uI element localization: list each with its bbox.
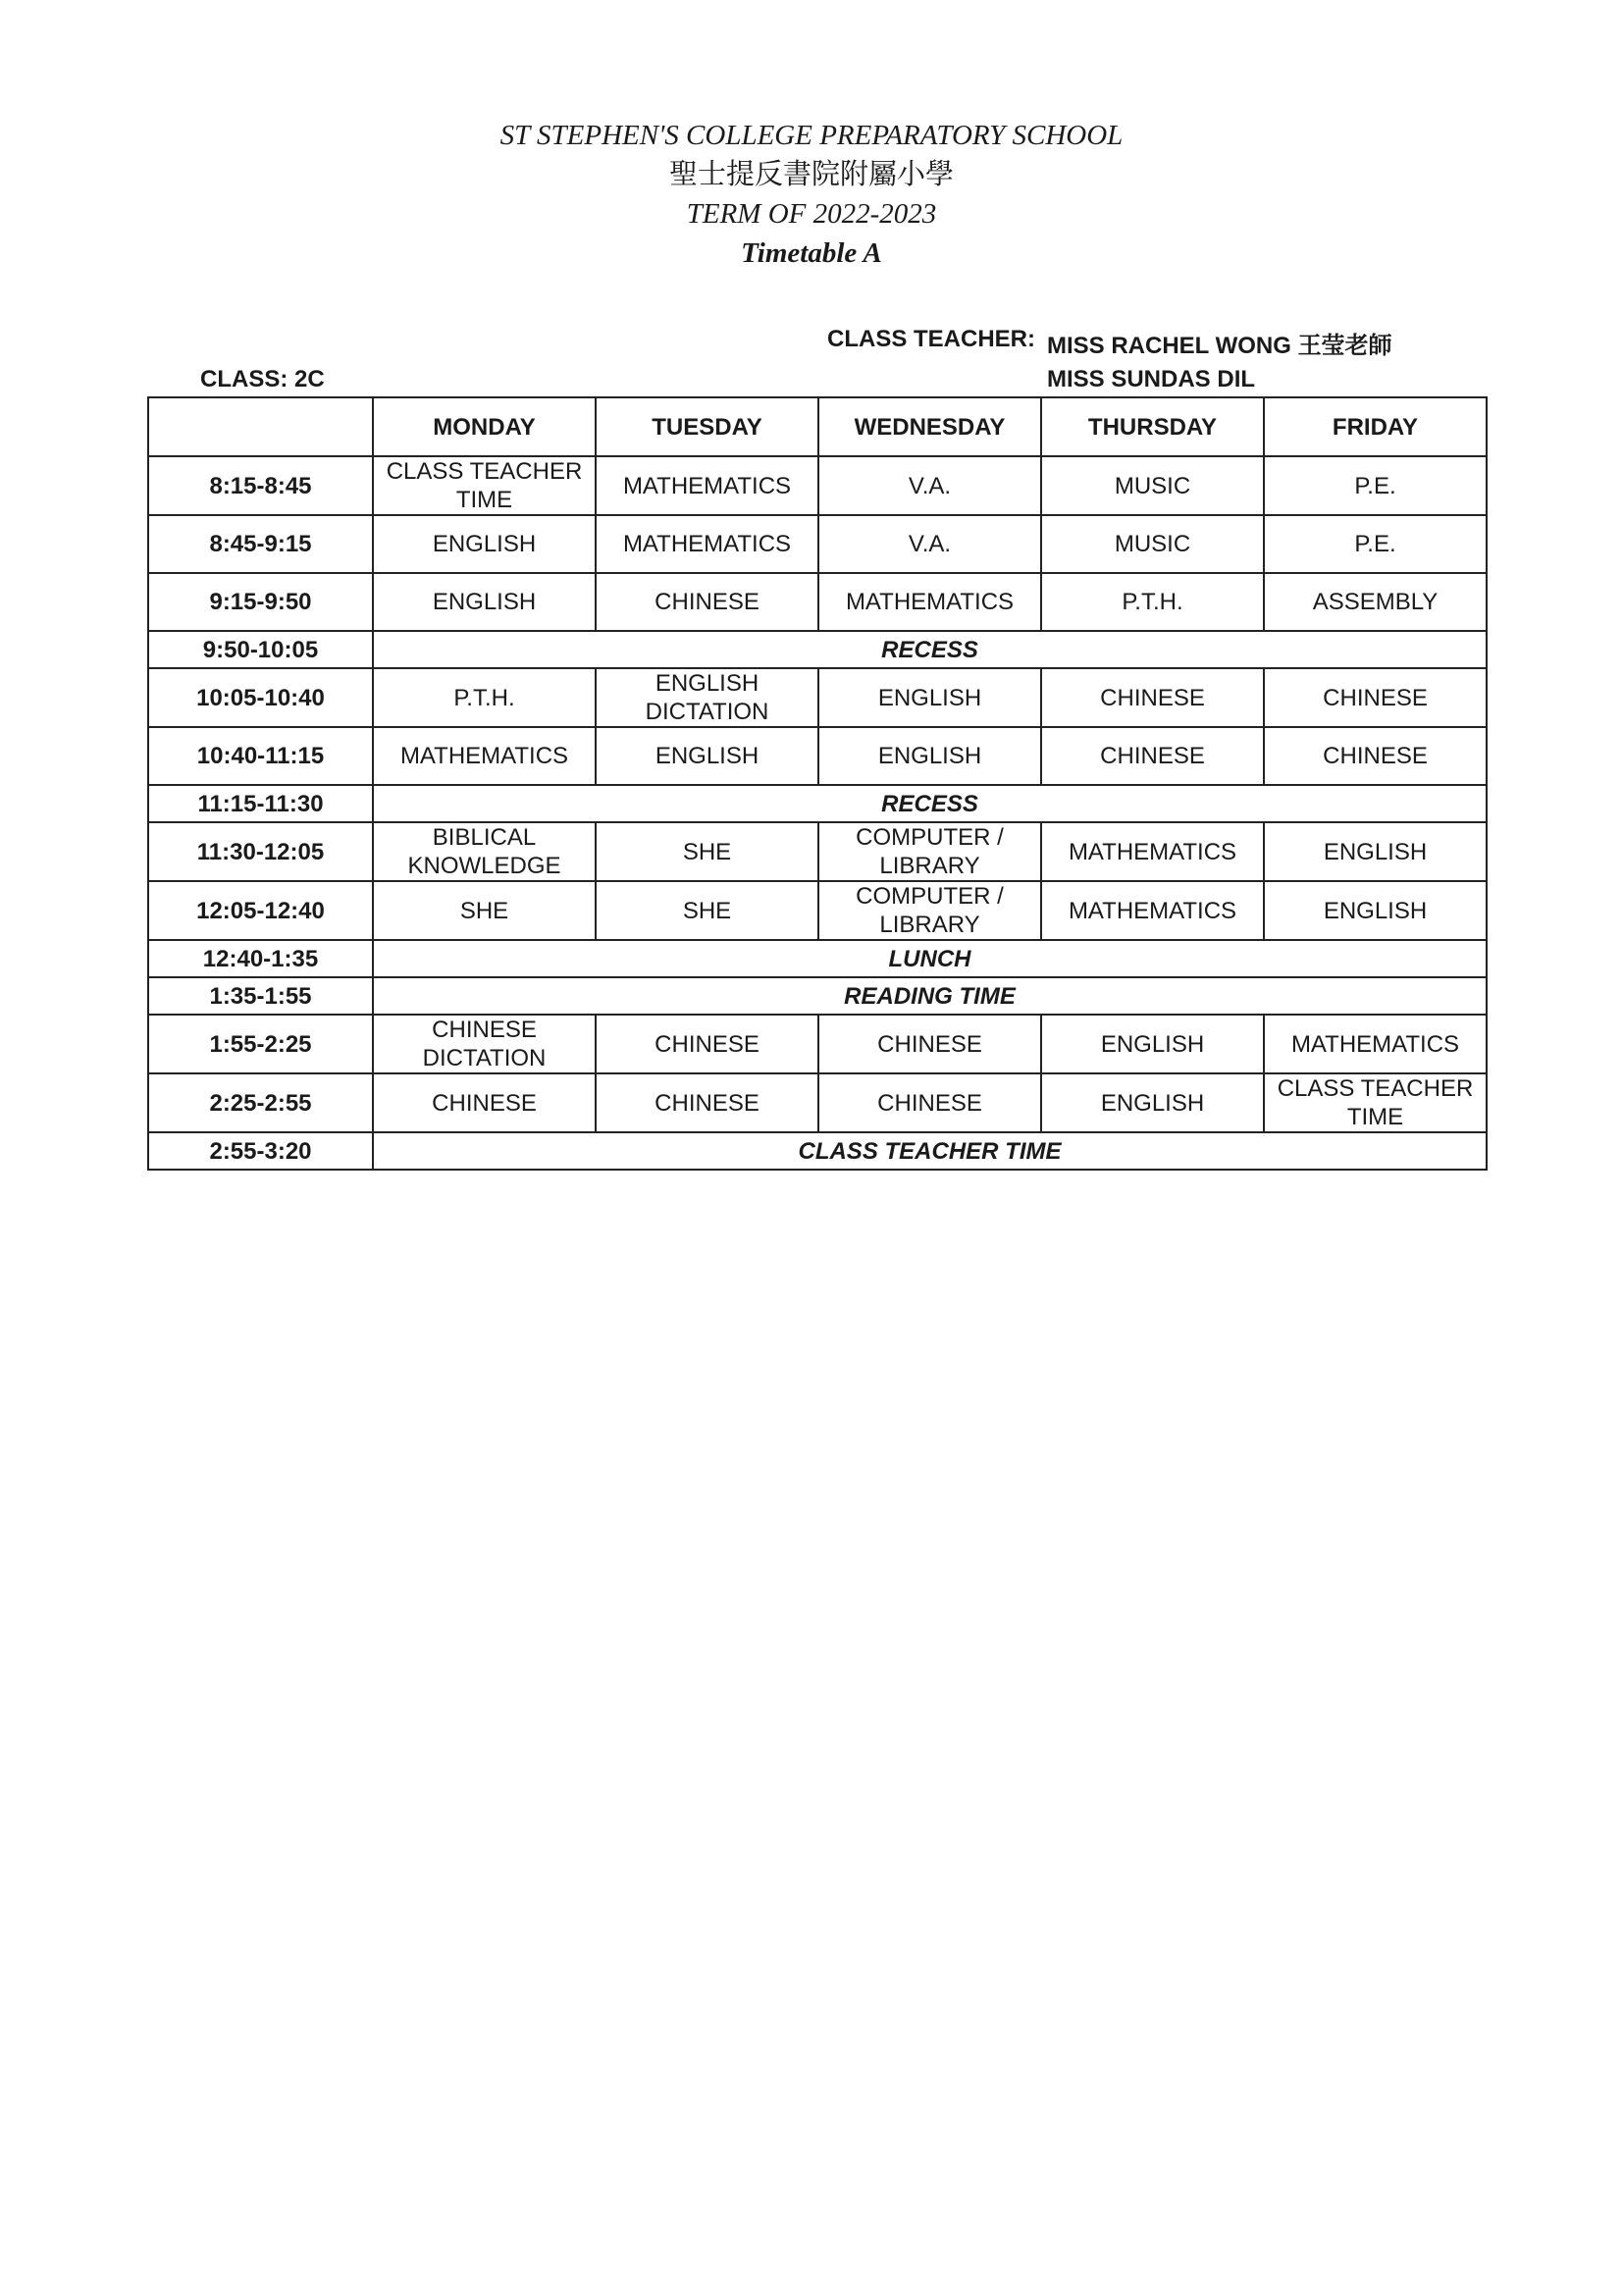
subject-line: CHINESE xyxy=(877,1030,982,1058)
subject-cell xyxy=(1264,1073,1487,1132)
subject-line: DICTATION xyxy=(645,699,769,725)
lesson-row xyxy=(148,515,1487,573)
subject-line: P.T.H. xyxy=(1122,589,1183,615)
header-row xyxy=(148,397,1487,456)
subject-cell xyxy=(373,822,596,881)
page-header xyxy=(0,116,1623,273)
subject-cell xyxy=(373,881,596,940)
subject-line: ENGLISH xyxy=(877,743,982,769)
subject-line: COMPUTER / xyxy=(856,883,1004,910)
subject-cell xyxy=(596,573,818,631)
subject-cell xyxy=(596,1015,818,1073)
subject-line: KNOWLEDGE xyxy=(407,853,561,879)
time-slot: 12:05-12:40 xyxy=(148,881,373,940)
subject-line: MATHEMATICS xyxy=(1068,838,1237,865)
time-slot: 9:15-9:50 xyxy=(148,573,373,631)
subject-cell xyxy=(373,1073,596,1132)
subject-line: ENGLISH xyxy=(1323,897,1428,924)
subject-cell xyxy=(818,668,1041,727)
subject-line: SHE xyxy=(459,897,509,924)
subject-cell xyxy=(818,881,1041,940)
subject-line: CLASS TEACHER xyxy=(1277,1075,1474,1102)
subject-cell xyxy=(1041,573,1264,631)
subject-line: CHINESE xyxy=(654,1030,759,1058)
subject-line: ENGLISH xyxy=(654,670,759,697)
subject-line: P.E. xyxy=(1354,531,1396,557)
subject-cell xyxy=(1264,573,1487,631)
subject-line: TIME xyxy=(455,487,513,513)
break-label: RECESS xyxy=(373,631,1487,668)
subject-line: V.A. xyxy=(908,531,952,557)
class-teacher-name: MISS RACHEL WONG 王莹老師 xyxy=(1047,333,1392,359)
subject-cell xyxy=(818,515,1041,573)
subject-cell xyxy=(1264,822,1487,881)
subject-cell xyxy=(1264,881,1487,940)
subject-line: DICTATION xyxy=(422,1045,547,1071)
school-name: ST STEPHEN'S COLLEGE PREPARATORY SCHOOL xyxy=(499,120,1124,151)
time-slot: 11:30-12:05 xyxy=(148,822,373,881)
subject-line: CHINESE xyxy=(432,1089,537,1117)
subject-cell xyxy=(1041,456,1264,515)
break-row xyxy=(148,940,1487,977)
subject-line: P.T.H. xyxy=(453,684,515,711)
subject-cell xyxy=(818,822,1041,881)
subject-line: SHE xyxy=(682,838,732,865)
break-row xyxy=(148,1132,1487,1170)
subject-line: P.E. xyxy=(1354,472,1396,499)
subject-cell xyxy=(818,456,1041,515)
subject-line: CHINESE xyxy=(1100,684,1205,711)
break-label: CLASS TEACHER TIME xyxy=(373,1132,1487,1170)
subject-line: BIBLICAL xyxy=(432,824,537,851)
subject-cell xyxy=(1264,727,1487,785)
time-slot: 11:15-11:30 xyxy=(148,785,373,822)
subject-line: LIBRARY xyxy=(879,912,980,938)
timetable-name: Timetable A xyxy=(741,237,882,269)
subject-line: LIBRARY xyxy=(879,853,980,879)
lesson-row xyxy=(148,881,1487,940)
subject-line: CHINESE xyxy=(432,1017,537,1043)
subject-cell xyxy=(373,668,596,727)
time-slot: 1:35-1:55 xyxy=(148,977,373,1015)
class-teacher-label: CLASS TEACHER: xyxy=(827,326,1036,352)
subject-cell xyxy=(1264,1015,1487,1073)
day-header-monday: MONDAY xyxy=(373,397,596,456)
time-slot: 1:55-2:25 xyxy=(148,1015,373,1073)
subject-line: V.A. xyxy=(908,472,952,499)
subject-line: TIME xyxy=(1346,1104,1404,1130)
subject-line: ENGLISH xyxy=(432,589,537,615)
subject-line: CHINESE xyxy=(654,1089,759,1117)
subject-line: ENGLISH xyxy=(1100,1089,1205,1117)
day-header-friday: FRIDAY xyxy=(1264,397,1487,456)
subject-line: CHINESE xyxy=(1100,743,1205,769)
subject-line: CHINESE xyxy=(877,1089,982,1117)
class-teacher-name-second: MISS SUNDAS DIL xyxy=(1047,366,1256,392)
subject-cell xyxy=(818,1015,1041,1073)
subject-line: ENGLISH xyxy=(877,684,982,711)
subject-line: ENGLISH xyxy=(432,531,537,557)
time-slot: 8:15-8:45 xyxy=(148,456,373,515)
subject-line: MATHEMATICS xyxy=(845,589,1015,615)
subject-cell xyxy=(818,1073,1041,1132)
school-name-chinese: 聖士提反書院附屬小學 xyxy=(668,159,954,190)
subject-line: CLASS TEACHER xyxy=(386,458,583,485)
subject-cell xyxy=(1041,727,1264,785)
subject-cell xyxy=(596,881,818,940)
timetable-body xyxy=(148,456,1487,1170)
lesson-row xyxy=(148,727,1487,785)
subject-cell xyxy=(1041,515,1264,573)
lesson-row xyxy=(148,668,1487,727)
day-header-thursday: THURSDAY xyxy=(1041,397,1264,456)
day-header-tuesday: TUESDAY xyxy=(596,397,818,456)
subject-cell xyxy=(1041,1015,1264,1073)
break-label: RECESS xyxy=(373,785,1487,822)
subject-cell xyxy=(373,573,596,631)
subject-cell xyxy=(596,456,818,515)
subject-line: SHE xyxy=(682,897,732,924)
break-label: LUNCH xyxy=(373,940,1487,977)
timetable-table xyxy=(147,396,1488,1171)
break-label: READING TIME xyxy=(373,977,1487,1015)
subject-line: MATHEMATICS xyxy=(1290,1030,1460,1058)
subject-cell xyxy=(596,1073,818,1132)
subject-line: MUSIC xyxy=(1114,531,1191,557)
day-header-wednesday: WEDNESDAY xyxy=(818,397,1041,456)
subject-cell xyxy=(1041,822,1264,881)
subject-cell xyxy=(373,727,596,785)
subject-cell xyxy=(596,822,818,881)
subject-line: CHINESE xyxy=(1323,684,1428,711)
subject-line: ENGLISH xyxy=(654,743,759,769)
lesson-row xyxy=(148,1015,1487,1073)
break-row xyxy=(148,977,1487,1015)
subject-cell xyxy=(1264,668,1487,727)
subject-cell xyxy=(373,456,596,515)
term-title: TERM OF 2022-2023 xyxy=(686,198,937,230)
subject-cell xyxy=(373,1015,596,1073)
subject-line: MATHEMATICS xyxy=(622,472,792,499)
subject-line: MATHEMATICS xyxy=(622,531,792,557)
subject-line: COMPUTER / xyxy=(856,824,1004,851)
subject-line: MATHEMATICS xyxy=(399,743,569,769)
subject-line: MATHEMATICS xyxy=(1068,897,1237,924)
lesson-row xyxy=(148,573,1487,631)
lesson-row xyxy=(148,1073,1487,1132)
subject-cell xyxy=(1264,515,1487,573)
subject-cell xyxy=(818,727,1041,785)
subject-line: MUSIC xyxy=(1114,472,1191,499)
time-slot: 10:40-11:15 xyxy=(148,727,373,785)
subject-cell xyxy=(1264,456,1487,515)
subject-line: ASSEMBLY xyxy=(1312,589,1439,615)
subject-line: CHINESE xyxy=(1323,743,1428,769)
time-slot: 2:55-3:20 xyxy=(148,1132,373,1170)
break-row xyxy=(148,631,1487,668)
subject-cell xyxy=(373,515,596,573)
class-label: CLASS: 2C xyxy=(200,366,325,392)
subject-cell xyxy=(596,668,818,727)
lesson-row xyxy=(148,822,1487,881)
break-row xyxy=(148,785,1487,822)
subject-cell xyxy=(818,573,1041,631)
time-slot: 2:25-2:55 xyxy=(148,1073,373,1132)
time-slot: 8:45-9:15 xyxy=(148,515,373,573)
subject-cell xyxy=(1041,1073,1264,1132)
subject-cell xyxy=(596,515,818,573)
subject-cell xyxy=(1041,881,1264,940)
subject-cell xyxy=(596,727,818,785)
subject-line: CHINESE xyxy=(654,589,759,615)
corner-cell xyxy=(148,397,373,456)
lesson-row xyxy=(148,456,1487,515)
time-slot: 12:40-1:35 xyxy=(148,940,373,977)
subject-line: ENGLISH xyxy=(1323,838,1428,865)
time-slot: 9:50-10:05 xyxy=(148,631,373,668)
subject-cell xyxy=(1041,668,1264,727)
subject-line: ENGLISH xyxy=(1100,1030,1205,1058)
time-slot: 10:05-10:40 xyxy=(148,668,373,727)
